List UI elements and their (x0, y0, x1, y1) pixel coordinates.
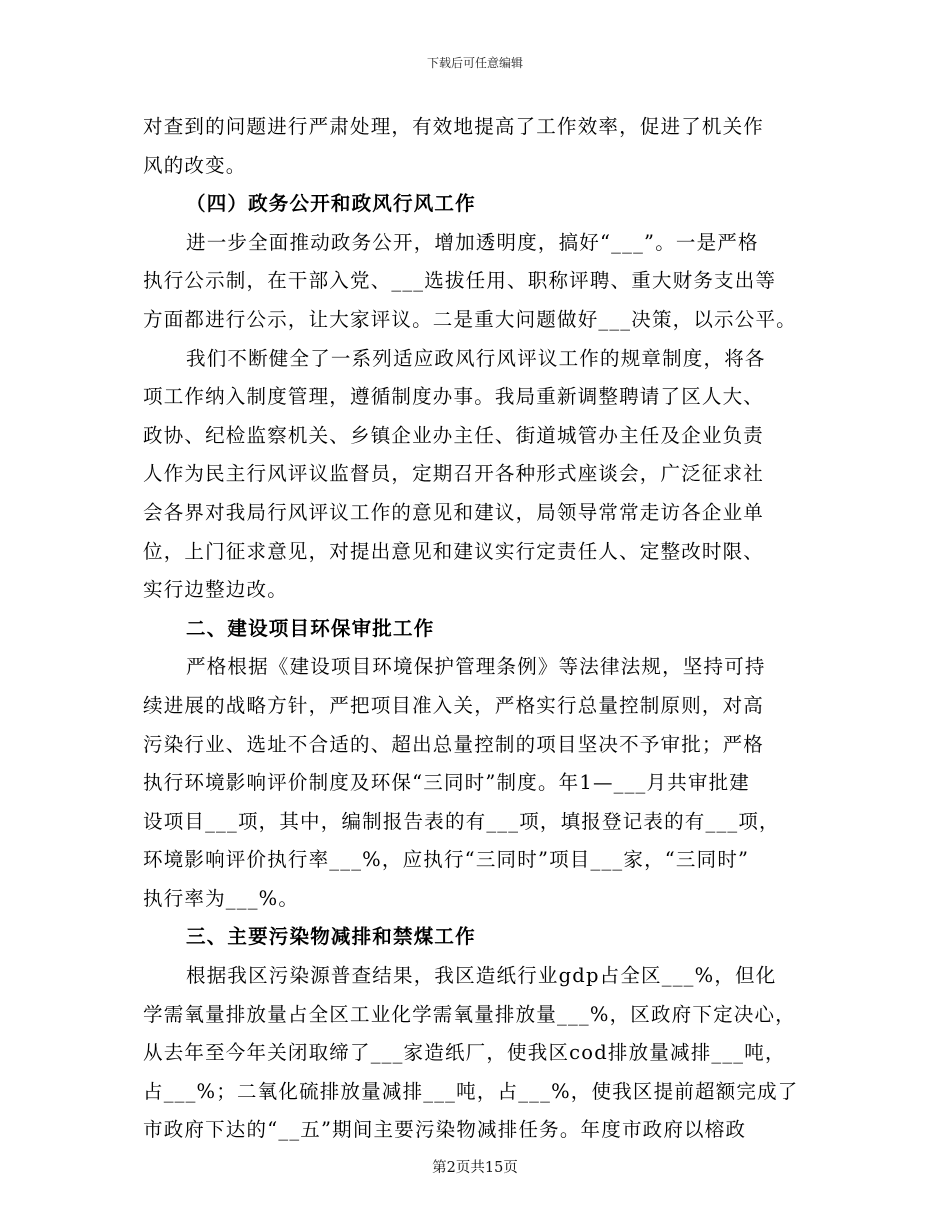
section-heading: 二、建设项目环保审批工作 (186, 616, 435, 640)
text-line: 执行环境影响评价制度及环保“三同时”制度。年1—___月共审批建 (143, 771, 750, 795)
text-line: 项工作纳入制度管理，遵循制度办事。我局重新调整聘请了区人大、 (143, 385, 765, 409)
text-line: 会各界对我局行风评议工作的意见和建议，局领导常常走访各企业单 (143, 500, 765, 524)
page-header: 下载后可任意编辑 (426, 56, 523, 70)
text-line: 设项目___项，其中，编制报告表的有___项，填报登记表的有___项， (143, 809, 780, 833)
text-line: 我们不断健全了一系列适应政风行风评议工作的规章制度，将各 (186, 346, 766, 370)
text-line: 占___%；二氧化硫排放量减排___吨，占___%，使我区提前超额完成了 (143, 1079, 799, 1103)
page-number: 第2页共15页 (432, 1160, 518, 1176)
document-body (143, 108, 813, 1150)
text-line: 污染行业、选址不合适的、超出总量控制的项目坚决不予审批；严格 (143, 732, 765, 756)
text-line: 执行公示制，在干部入党、___选拔任用、职称评聘、重大财务支出等 (143, 269, 777, 293)
text-line: 对查到的问题进行严肃处理，有效地提高了工作效率，促进了机关作 (143, 115, 765, 138)
text-line: 风的改变。 (143, 153, 247, 177)
text-line: 续进展的战略方针，严把项目准入关，严格实行总量控制原则，对高 (143, 693, 765, 717)
text-line: 实行边整边改。 (143, 578, 288, 602)
text-line: 市政府下达的“__五”期间主要污染物减排任务。年度市政府以榕政 (143, 1118, 747, 1142)
text-line: 学需氧量排放量占全区工业化学需氧量排放量___%，区政府下定决心， (143, 1002, 796, 1026)
text-line: 进一步全面推动政务公开，增加透明度，搞好“___”。一是严格 (186, 230, 759, 254)
text-line: 人作为民主行风评议监督员，定期召开各种形式座谈会，广泛征求社 (143, 462, 765, 486)
text-line: 位，上门征求意见，对提出意见和建议实行定责任人、定整改时限、 (143, 539, 765, 563)
text-line: 方面都进行公示，让大家评议。二是重大问题做好___决策，以示公平。 (143, 307, 797, 331)
section-heading: 三、主要污染物减排和禁煤工作 (186, 925, 476, 949)
text-line: 环境影响评价执行率___%，应执行“三同时”项目___家，“三同时” (143, 848, 750, 872)
text-line: 从去年至今年关闭取缔了___家造纸厂，使我区cod排放量减排___吨， (143, 1041, 786, 1065)
text-line: 严格根据《建设项目环境保护管理条例》等法律法规，坚持可持 (186, 655, 766, 679)
text-line: 执行率为___%。 (143, 886, 300, 910)
text-line: 根据我区污染源普查结果，我区造纸行业gdp占全区___%，但化 (186, 964, 777, 988)
section-heading: （四）政务公开和政风行风工作 (186, 192, 476, 216)
text-line: 政协、纪检监察机关、乡镇企业办主任、街道城管办主任及企业负责 (143, 423, 765, 447)
